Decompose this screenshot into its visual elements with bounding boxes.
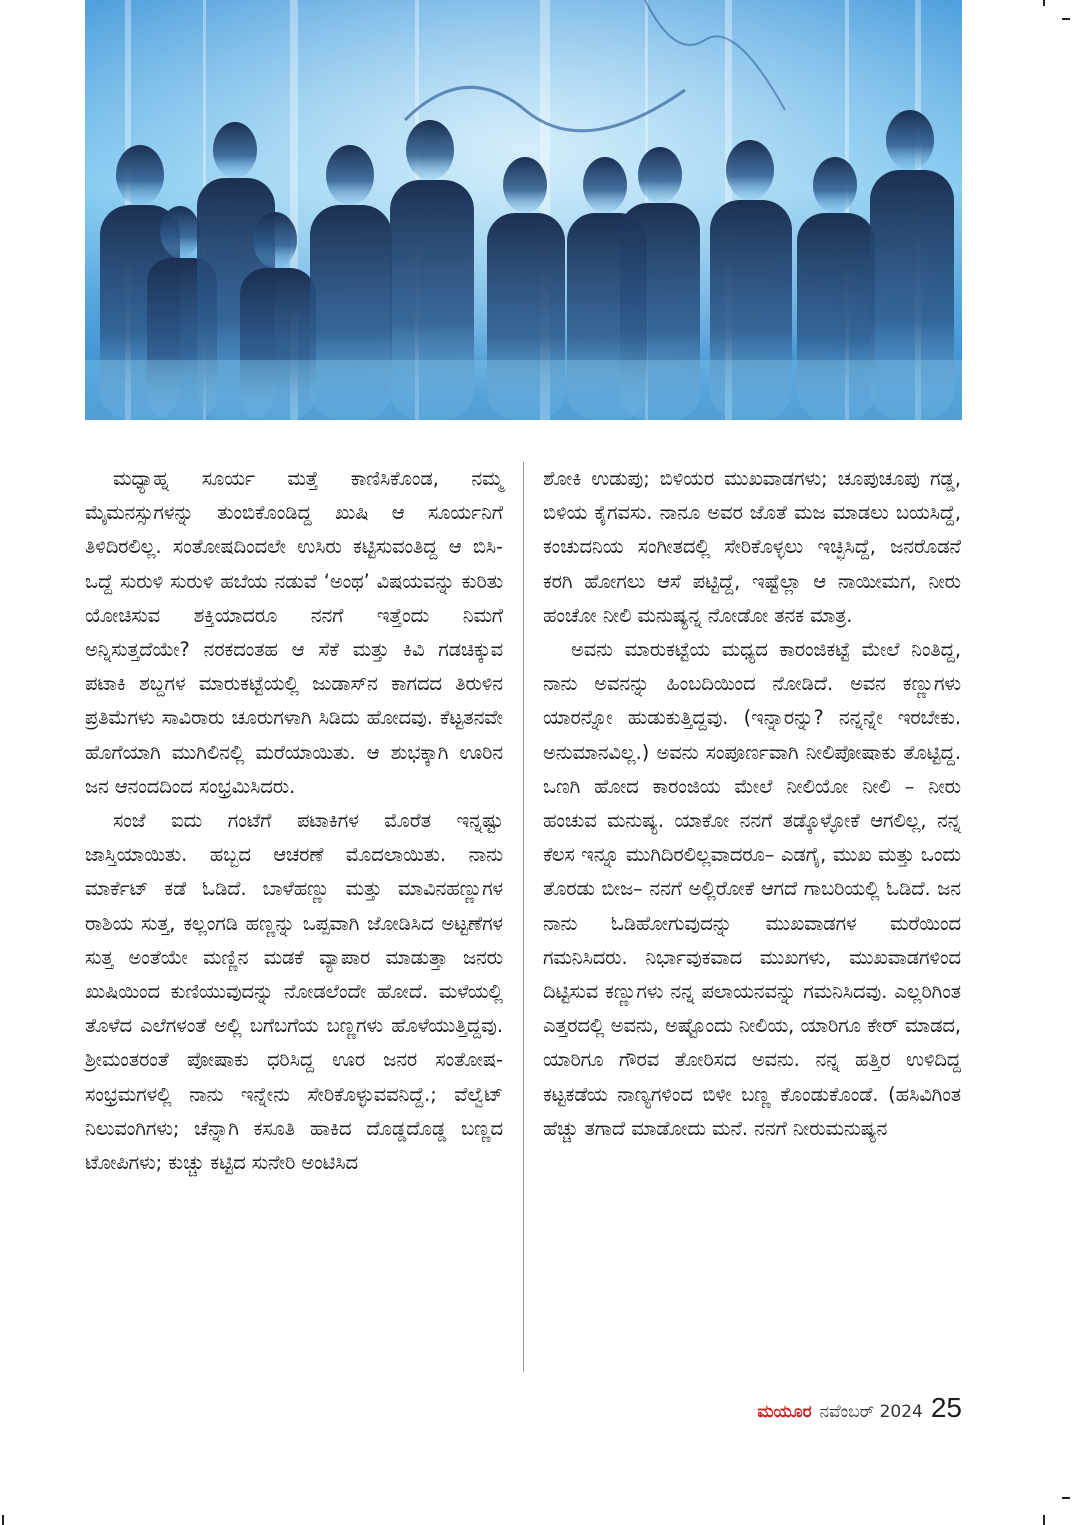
- page-footer: [757, 1392, 962, 1428]
- crop-mark: [2, 1515, 4, 1525]
- crop-mark: [1043, 0, 1045, 6]
- article-paragraph: ಸಂಜೆ ಐದು ಗಂಟೆಗೆ ಪಟಾಕಿಗಳ ಮೊರೆತ ಇನ್ನಷ್ಟು ಜಾಸ್ತಿಯಾಯಿತು. ಹಬ್ಬದ ಆಚರಣೆ ಮೊದಲಾಯಿತು. ನಾನು ಮಾರ್ಕೆಟ್ ಕಡೆ ಓಡಿದೆ. ಬಾಳೆಹಣ್ಣು ಮತ್ತು ಮಾವಿನಹಣ್ಣುಗಳ ರಾಶಿಯ ಸುತ್ತ, ಕಲ್ಲಂಗಡಿ ಹಣ್ಣನ್ನು ಒಪ್ಪವಾಗಿ ಜೋಡಿಸಿದ ಅಟ್ಟಣೆಗಳ ಸುತ್ತ ಅಂತೆಯೇ ಮಣ್ಣಿನ ಮಡಕೆ ವ್ಯಾಪಾರ ಮಾಡುತ್ತಾ ಜನರು ಖುಷಿಯಿಂದ ಕುಣಿಯುವುದನ್ನು ನೋಡಲೆಂದೇ ಹೋದೆ. ಮಳೆಯಲ್ಲಿ ತೊಳೆದ ಎಲೆಗಳಂತೆ ಅಲ್ಲಿ ಬಗೆಬಗೆಯ ಬಣ್ಣಗಳು ಹೊಳೆಯುತ್ತಿದ್ದವು. ಶ್ರೀಮಂತರಂತೆ ಪೋಷಾಕು ಧರಿಸಿದ್ದ ಊರ ಜನರ ಸಂತೋಷ-ಸಂಭ್ರಮಗಳಲ್ಲಿ ನಾನು ಇನ್ನೇನು ಸೇರಿಕೊಳ್ಳುವವನಿದ್ದೆ.; ವೆಲ್ವೆಟ್ ನಿಲುವಂಗಿಗಳು; ಚೆನ್ನಾಗಿ ಕಸೂತಿ ಹಾಕಿದ ದೊಡ್ಡದೊಡ್ಡ ಬಣ್ಣದ ಟೋಪಿಗಳು; ಕುಚ್ಚು ಕಟ್ಟಿದ ಸುನೇರಿ ಅಂಟಿಸಿದ: [85, 809, 503, 1175]
- article-column-left: [85, 462, 503, 1180]
- article-paragraph: ಮಧ್ಯಾಹ್ನ ಸೂರ್ಯ ಮತ್ತೆ ಕಾಣಿಸಿಕೊಂಡ, ನಮ್ಮ ಮೈಮನಸ್ಸುಗಳನ್ನು ತುಂಬಿಕೊಂಡಿದ್ದ ಖುಷಿ ಆ ಸೂರ್ಯನಿಗೆ ತಿಳಿದಿರಲಿಲ್ಲ. ಸಂತೋಷದಿಂದಲೇ ಉಸಿರು ಕಟ್ಟಿಸುವಂತಿದ್ದ ಆ ಬಿಸಿ-ಒದ್ದೆ ಸುರುಳಿ ಸುರುಳಿ ಹಬೆಯ ನಡುವೆ ‘ಅಂಥ’ ವಿಷಯವನ್ನು ಕುರಿತು ಯೋಚಿಸುವ ಶಕ್ತಿಯಾದರೂ ನನಗೆ ಇತ್ತೆಂದು ನಿಮಗೆ ಅನ್ನಿಸುತ್ತದೆಯೇ? ನರಕದಂತಹ ಆ ಸೆಕೆ ಮತ್ತು ಕಿವಿ ಗಡಚಿಕ್ಕುವ ಪಟಾಕಿ ಶಬ್ದಗಳ ಮಾರುಕಟ್ಟೆಯಲ್ಲಿ ಜುಡಾಸ್‌ನ ಕಾಗದದ ತಿರುಳಿನ ಪ್ರತಿಮೆಗಳು ಸಾವಿರಾರು ಚೂರುಗಳಾಗಿ ಸಿಡಿದು ಹೋದವು. ಕೆಟ್ಟತನವೇ ಹೊಗೆಯಾಗಿ ಮುಗಿಲಿನಲ್ಲಿ ಮರೆಯಾಯಿತು. ಆ ಶುಭಕ್ಕಾಗಿ ಊರಿನ ಜನ ಆನಂದದಿಂದ ಸಂಭ್ರಮಿಸಿದರು.: [85, 467, 503, 798]
- column-divider: [523, 462, 524, 1372]
- article-paragraph-continuation: ಶೋಕಿ ಉಡುಪು; ಬಿಳಿಯರ ಮುಖವಾಡಗಳು; ಚೂಪುಚೂಪು ಗಡ್ಡ, ಬಿಳಿಯ ಕೈಗವಸು. ನಾನೂ ಅವರ ಜೊತೆ ಮಜ ಮಾಡಲು ಬಯಸಿದ್ದೆ, ಕಂಚುದನಿಯ ಸಂಗೀತದಲ್ಲಿ ಸೇರಿಕೊಳ್ಳಲು ಇಚ್ಛಿಸಿದ್ದೆ, ಜನರೊಡನೆ ಕರಗಿ ಹೋಗಲು ಆಸೆ ಪಟ್ಟಿದ್ದೆ, ಇಷ್ಟೆಲ್ಲಾ ಆ ನಾಯೀಮಗ, ನೀರು ಹಂಚೋ ನೀಲಿ ಮನುಷ್ಯನ್ನ ನೋಡೋ ತನಕ ಮಾತ್ರ.: [543, 467, 961, 627]
- magazine-name: ಮಯೂರ: [757, 1402, 812, 1422]
- article-paragraph: ಅವನು ಮಾರುಕಟ್ಟೆಯ ಮಧ್ಯದ ಕಾರಂಜಿಕಟ್ಟೆ ಮೇಲೆ ನಿಂತಿದ್ದ, ನಾನು ಅವನನ್ನು ಹಿಂಬದಿಯಿಂದ ನೋಡಿದೆ. ಅವನ ಕಣ್ಣುಗಳು ಯಾರನ್ನೋ ಹುಡುಕುತ್ತಿದ್ದವು. (ಇನ್ನಾರನ್ನು? ನನ್ನನ್ನೇ ಇರಬೇಕು. ಅನುಮಾನವಿಲ್ಲ.) ಅವನು ಸಂಪೂರ್ಣವಾಗಿ ನೀಲಿಪೋಷಾಕು ತೊಟ್ಟಿದ್ದ. ಒಣಗಿ ಹೋದ ಕಾರಂಜಿಯ ಮೇಲೆ ನೀಲಿಯೋ ನೀಲಿ – ನೀರು ಹಂಚುವ ಮನುಷ್ಯ. ಯಾಕೋ ನನಗೆ ತಡ್ಕೊಳ್ಳೋಕೆ ಆಗಲಿಲ್ಲ, ನನ್ನ ಕೆಲಸ ಇನ್ನೂ ಮುಗಿದಿರಲಿಲ್ಲವಾದರೂ– ಎಡಗೈ, ಮುಖ ಮತ್ತು ಒಂದು ತೊರಡು ಬೀಜ– ನನಗೆ ಅಲ್ಲಿರೋಕೆ ಆಗದೆ ಗಾಬರಿಯಲ್ಲಿ ಓಡಿದೆ. ಜನ ನಾನು ಓಡಿಹೋಗುವುದನ್ನು ಮುಖವಾಡಗಳ ಮರೆಯಿಂದ ಗಮನಿಸಿದರು. ನಿರ್ಭಾವುಕವಾದ ಮುಖಗಳು, ಮುಖವಾಡಗಳಿಂದ ದಿಟ್ಟಿಸುವ ಕಣ್ಣುಗಳು ನನ್ನ ಪಲಾಯನವನ್ನು ಗಮನಿಸಿದವು. ಎಲ್ಲರಿಗಿಂತ ಎತ್ತರದಲ್ಲಿ ಅವನು, ಅಷ್ಟೊಂದು ನೀಲಿಯ, ಯಾರಿಗೂ ಕೇರ್ ಮಾಡದ, ಯಾರಿಗೂ ಗೌರವ ತೋರಿಸದ ಅವನು. ನನ್ನ ಹತ್ತಿರ ಉಳಿದಿದ್ದ ಕಟ್ಟಕಡೆಯ ನಾಣ್ಯಗಳಿಂದ ಬಿಳೀ ಬಣ್ಣ ಕೊಂಡುಕೊಂಡೆ. (ಹಸಿವಿಗಿಂತ ಹೆಚ್ಚು ತಗಾದೆ ಮಾಡೋದು ಮನೆ. ನನಗೆ ನೀರುಮನುಷ್ಯನ: [543, 638, 961, 1140]
- crop-mark: [1062, 18, 1070, 20]
- crop-mark: [1043, 1515, 1045, 1525]
- page-number: 25: [930, 1392, 962, 1423]
- crop-mark: [1062, 1497, 1070, 1499]
- article-column-right: [543, 462, 961, 1146]
- blue-crowd-illustration: [85, 0, 962, 420]
- issue-date: ನವೆಂಬರ್ 2024: [819, 1402, 923, 1422]
